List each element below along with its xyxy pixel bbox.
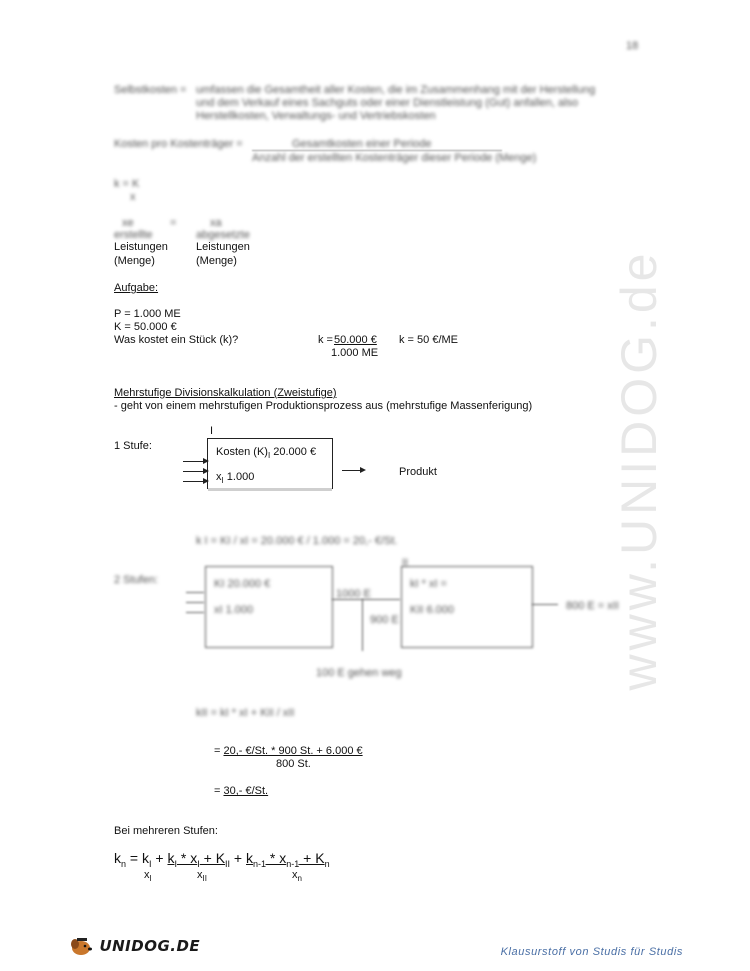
stage2-input-arrow-2 xyxy=(186,602,204,603)
formula-x1 xyxy=(144,869,152,885)
box-b-marker: II xyxy=(402,557,409,569)
stage2-input-arrow-3 xyxy=(186,612,204,613)
calc-line1-prefix: = xyxy=(214,745,224,757)
calc-result xyxy=(214,785,268,798)
stage2-output-arrow xyxy=(532,604,558,605)
box-line2-label: x xyxy=(216,471,222,483)
formula-x2 xyxy=(197,869,207,885)
unidog-logo xyxy=(67,935,200,957)
footer-slogan: Klausurstoff von Studis für Studis xyxy=(500,946,683,958)
stage1-box-base xyxy=(208,488,332,491)
leistungen-left-2: (Menge) xyxy=(114,255,155,267)
k-formula: k = K xyxy=(114,178,140,190)
output-arrow xyxy=(342,470,362,471)
kosten-fraction-bar xyxy=(252,150,502,151)
mehrere-title: Bei mehreren Stufen: xyxy=(114,825,218,837)
aufgabe-calc-numerator: 50.000 € xyxy=(334,334,377,346)
dog-icon xyxy=(67,935,95,957)
selbstkosten-label: Selbstkosten = xyxy=(114,84,187,96)
input-arrow-1 xyxy=(183,461,205,462)
leistungen-right-1: Leistungen xyxy=(196,241,250,253)
aufgabe-title: Aufgabe: xyxy=(114,282,159,294)
input-arrow-2 xyxy=(183,471,205,472)
k1-formula: k I = KI / xI = 20.000 € / 1.000 = 20,- €/St. xyxy=(196,535,398,547)
calc-line2: 800 St. xyxy=(276,758,311,770)
mehrstufig-title: Mehrstufige Divisionskalkulation (Zweistufige) xyxy=(114,387,337,399)
loss-label: 100 E gehen weg xyxy=(316,667,402,679)
xe-label: xe xyxy=(122,217,134,229)
formula-x2-label: x xyxy=(197,869,203,881)
mehrere-formula: $k_n = k_I + k_I * x_I + K_{II} + k_{n-1} * x_{n-1} + K_n$ xyxy=(114,850,330,869)
box-line2 xyxy=(216,471,254,487)
calc-line1-value: 20,- €/St. * 900 St. + 6.000 € xyxy=(223,745,363,757)
mehrstufig-subtitle: - geht von einem mehrstufigen Produktionsprozess aus (mehrstufige Massenferigung) xyxy=(114,400,533,412)
box-a-line2: xI 1.000 xyxy=(214,604,254,616)
calc-result-prefix: = xyxy=(214,785,224,797)
produkt-label: Produkt xyxy=(399,466,437,478)
stufe1-label: 1 Stufe: xyxy=(114,440,152,452)
logo-text: UNIDOG.DE xyxy=(99,937,201,955)
box-marker: I xyxy=(210,425,214,437)
xa-label: xa xyxy=(210,217,222,229)
selbstkosten-line2: und dem Verkauf eines Sachguts oder einer Dienstleistung (Gut) anfallen, also xyxy=(196,97,579,109)
box-line2-value: 1.000 xyxy=(223,471,255,483)
stage2-loss-line xyxy=(362,599,363,651)
aufgabe-calc-prefix: k = xyxy=(318,334,333,346)
erstellte-label: erstellte xyxy=(114,229,153,241)
page-number: 18 xyxy=(626,40,639,52)
box-line1 xyxy=(216,446,316,462)
formula-x2-sub: II xyxy=(202,874,207,884)
box-a-line1: KI 20.000 € xyxy=(214,578,271,590)
flow-1000: 1000 E xyxy=(336,588,371,600)
formula-x1-label: x xyxy=(144,869,150,881)
formula-xn-label: x xyxy=(292,869,298,881)
flow-900: 900 E xyxy=(370,614,399,626)
calc-line1 xyxy=(214,745,363,758)
stage2-input-arrow-1 xyxy=(186,592,204,593)
stufe2-label: 2 Stufen: xyxy=(114,574,159,586)
calc-result-value: 30,- €/St. xyxy=(223,785,269,797)
box-line1-sub: I xyxy=(267,451,271,461)
box-b-line2: KII 6.000 xyxy=(410,604,455,616)
abgesetzte-label: abgesetzte xyxy=(196,229,250,241)
box-line1-label: Kosten (K) xyxy=(216,446,268,458)
input-arrow-3 xyxy=(183,481,205,482)
equals-sign: = xyxy=(170,217,177,229)
box-line2-sub: I xyxy=(221,476,224,486)
box-b-line1: kI * xI = xyxy=(410,578,447,590)
aufgabe-result: k = 50 €/ME xyxy=(399,334,459,346)
selbstkosten-line1: umfassen die Gesamtheit aller Kosten, die im Zusammenhang mit der Herstellung xyxy=(196,84,596,96)
formula-xn xyxy=(292,869,302,885)
box-line1-value: 20.000 € xyxy=(270,446,317,458)
aufgabe-k: K = 50.000 € xyxy=(114,321,177,333)
watermark-text: www.UNIDOG.de xyxy=(611,249,667,691)
kosten-pro-label: Kosten pro Kostenträger = xyxy=(114,138,243,150)
leistungen-right-2: (Menge) xyxy=(196,255,237,267)
aufgabe-calc-denominator: 1.000 ME xyxy=(331,347,379,359)
kosten-pro-numerator: Gesamtkosten einer Periode xyxy=(292,138,432,150)
aufgabe-question: Was kostet ein Stück (k)? xyxy=(114,334,239,346)
leistungen-left-1: Leistungen xyxy=(114,241,168,253)
k2-formula: kII = kI * xI + KII / xII xyxy=(196,707,295,719)
kosten-pro-denominator: Anzahl der erstellten Kostenträger dieser Periode (Menge) xyxy=(252,152,537,164)
formula-xn-sub: n xyxy=(297,874,302,884)
flow-out: 800 E = xII xyxy=(566,600,619,612)
k-formula-den: x xyxy=(130,191,136,203)
aufgabe-p: P = 1.000 ME xyxy=(114,308,181,320)
selbstkosten-line3: Herstellkosten, Verwaltungs- und Vertriebskosten xyxy=(196,110,436,122)
formula-x1-sub: I xyxy=(149,874,152,884)
